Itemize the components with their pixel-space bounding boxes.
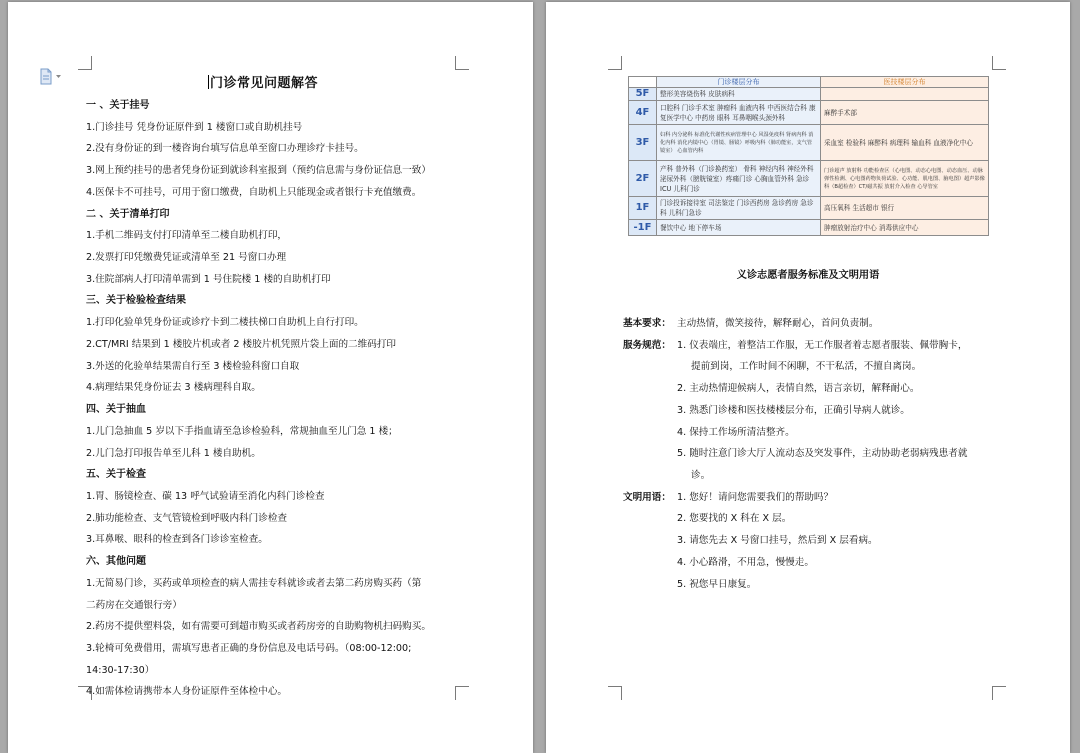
section-heading: 六、其他问题 [86, 556, 146, 568]
faq-line: 1.儿门急抽血 5 岁以下手指血请至急诊检验科，常规抽血至儿门急 1 楼； [86, 425, 398, 437]
table-row [629, 161, 989, 197]
faq-line: 3.网上预约挂号的患者凭身份证到就诊科室报到（预约信息需与身份证信息一致） [86, 165, 431, 177]
table-row [629, 125, 989, 161]
faq-line: 1.无简易门诊，买药或单项检查的病人需挂专科就诊或者去第二药房购买药（第 [86, 577, 422, 589]
faq-line: 2.发票打印凭缴费凭证或清单至 21 号窗口办理 [86, 252, 287, 264]
section-title: 义诊志愿者服务标准及文明用语 [736, 270, 880, 281]
faq-line: 2.肺功能检查、支气管镜检到呼吸内科门诊检查 [86, 512, 288, 524]
civil-phrase-line [623, 574, 1003, 596]
crop-mark-bottom-left [608, 686, 622, 700]
row-text: 3. 熟悉门诊楼和医技楼楼层分布，正确引导病人就诊。 [677, 404, 910, 416]
row-text: 5. 随时注意门诊大厅人流动态及突发事件，主动协助老弱病残患者就 [677, 448, 968, 460]
row-text: 3. 请您先去 X 号窗口挂号，然后到 X 层看病。 [677, 535, 878, 547]
row-text: 提前到岗，工作时间不闲聊，不干私活，不擅自离岗。 [691, 361, 922, 373]
row-text: 1. 您好！请问您需要我们的帮助吗？ [677, 491, 834, 503]
faq-line: 二药房在交通银行旁） [86, 599, 182, 611]
service-standard-line [623, 378, 1003, 400]
section-heading: 四、关于抽血 [86, 404, 146, 416]
document-page-1 [8, 2, 533, 753]
medtech-cell: 肿瘤放射治疗中心 消毒供应中心 [821, 220, 989, 236]
faq-line: 4.如需体检请携带本人身份证原件至体检中心。 [86, 686, 288, 698]
header-medtech-floors: 医技楼层分布 [821, 77, 989, 88]
medtech-cell: 麻醉手术部 [821, 101, 989, 125]
faq-line: 3.外送的化验单结果需自行至 3 楼检验科窗口自取 [86, 360, 300, 372]
section-heading: 五、关于检查 [86, 469, 146, 481]
row-text: 5. 祝您早日康复。 [677, 578, 757, 590]
faq-line: 2.儿门急打印报告单至儿科 1 楼自助机。 [86, 447, 261, 459]
table-row [629, 88, 989, 101]
service-standard-line [623, 400, 1003, 422]
crop-mark-top-right [992, 56, 1006, 70]
row-text: 诊。 [691, 470, 711, 482]
faq-line: 1.胃、肠镜检查、碳 13 呼气试验请至消化内科门诊检查 [86, 490, 325, 502]
medtech-cell: 高压氧科 生活超市 银行 [821, 197, 989, 220]
service-standard-line [623, 465, 1003, 487]
faq-line: 3.轮椅可免费借用，需填写患者正确的身份信息及电话号码。（08:00-12:00; [86, 642, 412, 654]
floor-distribution-table [628, 76, 989, 236]
row-label: 文明用语： [623, 491, 671, 503]
section-heading: 一 、关于挂号 [86, 100, 150, 111]
faq-line: 14:30-17:30） [86, 664, 155, 676]
outpatient-cell: 产科 普外科（门诊换药室） 骨科 神经内科 神经外科 泌尿外科（膀胱镜室）疼痛门诊 心胸血管外科 急诊ICU 儿科门诊 [657, 161, 821, 197]
row-label: 基本要求： [623, 318, 671, 329]
service-standard-line [623, 422, 1003, 444]
faq-line: 1.打印化验单凭身份证或诊疗卡到二楼扶梯口自助机上自行打印。 [86, 317, 364, 329]
section-heading: 三、关于检验检查结果 [86, 295, 186, 307]
faq-line: 1.门诊挂号 凭身份证原件到 1 楼窗口或自助机挂号 [86, 121, 303, 133]
floor-label: 1F [629, 197, 657, 220]
faq-line: 3.住院部病人打印清单需到 1 号住院楼 1 楼的自助机打印 [86, 273, 331, 285]
floor-label: 3F [629, 125, 657, 161]
civil-phrase-line [623, 552, 1003, 574]
row-text: 4. 保持工作场所清洁整齐。 [677, 426, 795, 438]
header-outpatient-floors: 门诊楼层分布 [657, 77, 821, 88]
row-label: 服务规范： [623, 339, 671, 351]
outpatient-cell: 餐饮中心 地下停车场 [657, 220, 821, 236]
civil-phrase-line [623, 508, 1003, 530]
crop-mark-top-left [608, 56, 622, 70]
table-row [629, 101, 989, 125]
floor-label: -1F [629, 220, 657, 236]
outpatient-cell: 门诊投诉接待室 司法鉴定 门诊西药房 急诊药房 急诊科 儿科门急诊 [657, 197, 821, 220]
outpatient-cell: 整形美容烧伤科 皮肤病科 [657, 88, 821, 101]
crop-mark-top-left [78, 56, 92, 70]
document-options-icon[interactable] [38, 68, 64, 86]
section-heading: 二 、关于清单打印 [86, 208, 170, 220]
row-text: 主动热情，微笑接待，解释耐心，首问负责制。 [677, 318, 879, 329]
floor-label: 4F [629, 101, 657, 125]
faq-line: 2.药房不提供塑料袋，如有需要可到超市购买或者药房旁的自助购物机扫码购买。 [86, 621, 431, 633]
faq-line: 3.耳鼻喉、眼科的检查到各门诊诊室检查。 [86, 534, 268, 546]
row-text: 2. 主动热情迎候病人，表情自然，语言亲切，解释耐心。 [677, 383, 920, 395]
faq-line: 1.手机二维码支付打印清单至二楼自助机打印， [86, 230, 288, 242]
civil-phrase-line [623, 487, 1003, 509]
table-row [629, 197, 989, 220]
row-text: 2. 您要找的 X 科在 X 层。 [677, 513, 792, 525]
outpatient-cell: 口腔科 门诊手术室 肿瘤科 血液内科 中西医结合科 康复医学中心 中药房 眼科 耳鼻咽喉头颈外科 [657, 101, 821, 125]
faq-line: 2.没有身份证的到一楼咨询台填写信息单至窗口办理诊疗卡挂号。 [86, 143, 364, 155]
page-title[interactable]: 门诊常见问题解答 [210, 76, 319, 91]
table-header-row [629, 77, 989, 88]
faq-line: 2.CT/MRI 结果到 1 楼胶片机或者 2 楼胶片机凭照片袋上面的二维码打印 [86, 338, 397, 350]
crop-mark-top-right [455, 56, 469, 70]
service-standard-line [623, 335, 1003, 357]
table-row [629, 220, 989, 236]
faq-line: 4.医保卡不可挂号，可用于窗口缴费，自助机上只能现金或者银行卡充值缴费。 [86, 186, 422, 198]
text-cursor [208, 75, 209, 89]
civil-phrase-line [623, 530, 1003, 552]
crop-mark-bottom-right [992, 686, 1006, 700]
medtech-cell: 采血室 检验科 麻醉科 病理科 输血科 血液净化中心 [821, 125, 989, 161]
faq-line: 4.病理结果凭身份证去 3 楼病理科自取。 [86, 382, 261, 394]
table-header-corner [629, 77, 657, 88]
medtech-cell: 门诊超声 放射科 功能检查区（心电图、动态心电图、动态血压、动脉弹性检测、心电图药物负荷试验、心功能、肌电图、脑电图）超声影像科（B超检查）CT/磁共振 放射介入检查 心导管室 [821, 161, 989, 197]
row-text: 1. 仪表端庄，着整洁工作服，无工作服者着志愿者服装、佩带胸卡， [677, 339, 968, 351]
service-standard-line [623, 356, 1003, 378]
faq-body [86, 95, 486, 703]
volunteer-standards-body [623, 313, 1003, 595]
outpatient-cell: 妇科 内分泌科 标准化代谢性疾病管理中心 风湿免疫科 肾病内科 消化内科 消化内镜中心（胃镜、肠镜）呼吸内科（肺功能室，支气管镜室） 心血管内科 [657, 125, 821, 161]
basic-requirements-line [623, 313, 1003, 335]
floor-label: 2F [629, 161, 657, 197]
medtech-cell [821, 88, 989, 101]
service-standard-line [623, 443, 1003, 465]
floor-label: 5F [629, 88, 657, 101]
document-page-2 [546, 2, 1070, 753]
row-text: 4. 小心路滑，不用急，慢慢走。 [677, 556, 814, 568]
